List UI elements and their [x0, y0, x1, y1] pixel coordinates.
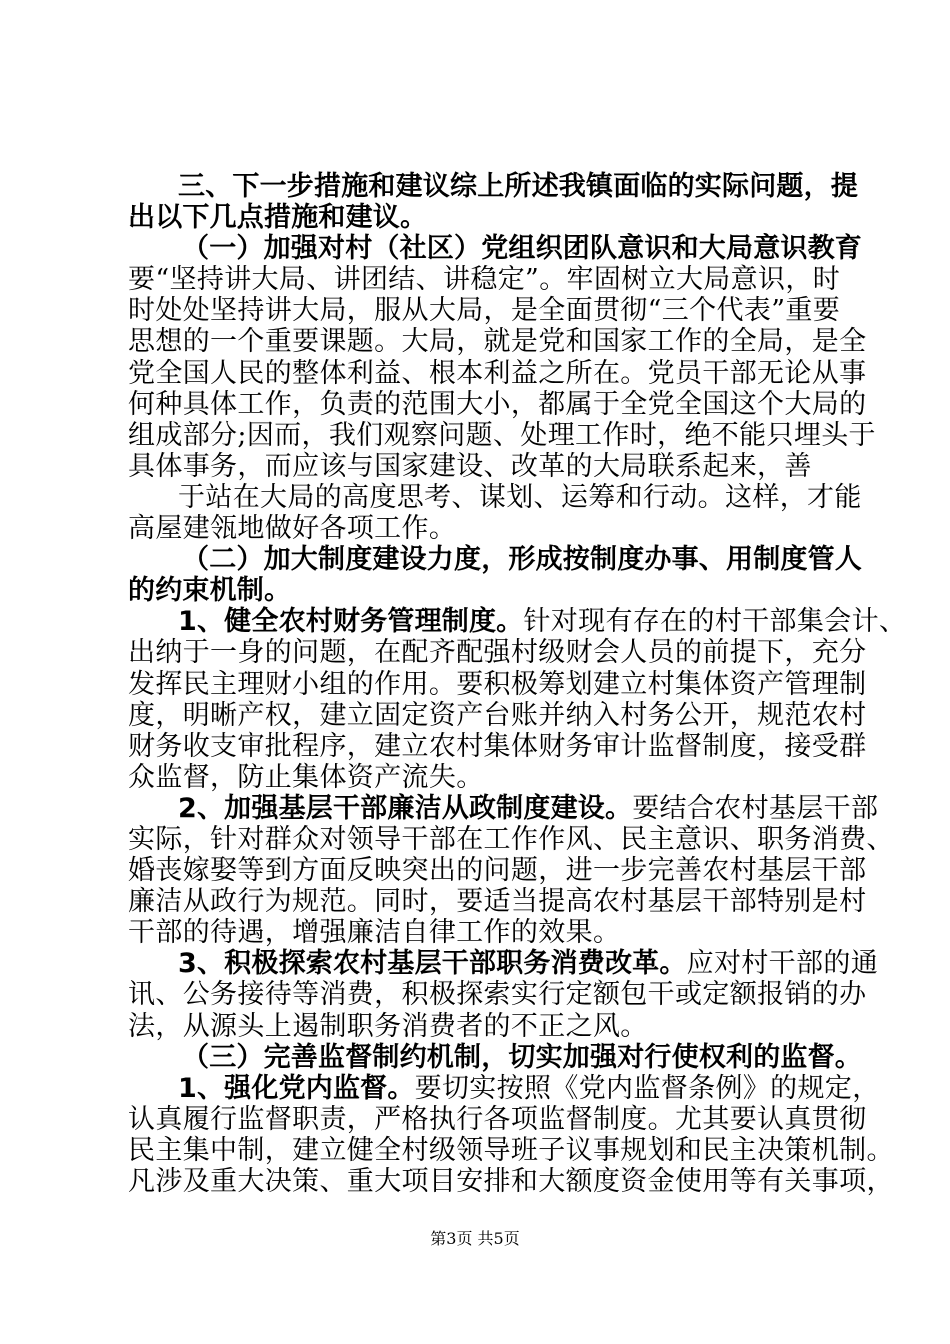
bold-run: 的约束机制。	[128, 575, 292, 607]
text-line	[128, 668, 867, 700]
text-line	[128, 575, 840, 606]
normal-run: 时处处坚持讲大局，服从大局，是全面贯彻“三个代表”重要	[128, 295, 841, 327]
normal-run: 针对现有存在的村干部集会计、	[523, 606, 907, 638]
bold-run: （一）加强对村（社区）党组织团队意识和大局意识教育	[182, 233, 862, 265]
section-heading	[128, 1041, 862, 1073]
normal-run: 高屋建瓴地做好各项工作。	[128, 513, 457, 545]
text-line	[128, 295, 840, 326]
page-number-label: 第3页 共5页	[430, 1229, 520, 1248]
subsection-line	[128, 1072, 880, 1104]
normal-run: 凡涉及重大决策、重大项目安排和大额度资金使用等有关事项，	[128, 1166, 894, 1197]
normal-run: 要“坚持讲大局、讲团结、讲稳定”。牢固树立大局意识，时	[128, 264, 841, 296]
text-line	[128, 264, 840, 295]
normal-run: 发挥民主理财小组的作用。要积极筹划建立村集体资产管理制	[128, 668, 867, 700]
normal-run: 财务收支审批程序，建立农村集体财务审计监督制度，接受群	[128, 730, 867, 762]
text-line	[128, 699, 867, 731]
normal-run: 众监督，防止集体资产流失。	[128, 761, 484, 793]
text-line	[128, 326, 867, 358]
bold-run: 3、积极探索农村基层干部职务消费改革。	[178, 948, 687, 980]
text-line	[128, 762, 840, 793]
text-line	[128, 637, 867, 669]
normal-run: 要结合农村基层干部	[632, 792, 879, 824]
section-heading	[128, 544, 862, 576]
normal-run: 认真履行监督职责，严格执行各项监督制度。尤其要认真贯彻	[128, 1103, 867, 1135]
text-line	[128, 202, 840, 233]
text-line	[128, 855, 867, 887]
text-line	[128, 451, 840, 482]
normal-run: 度，明晰产权，建立固定资产台账并纳入村务公开，规范农村	[128, 699, 867, 731]
document-body	[128, 171, 907, 1197]
normal-run: 婚丧嫁娶等到方面反映突出的问题，进一步完善农村基层干部	[128, 855, 867, 887]
text-line	[128, 823, 894, 855]
text-line	[128, 171, 858, 202]
normal-run: 实际，针对群众对领导干部在工作作风、民主意识、职务消费、	[128, 823, 894, 855]
normal-run: 思想的一个重要课题。大局，就是党和国家工作的全局，是全	[128, 326, 867, 358]
normal-run: 何种具体工作，负责的范围大小，都属于全党全国这个大局的	[128, 388, 867, 420]
bold-run: 三、下一步措施和建议综上所述我镇面临的实际问题，提	[178, 171, 858, 202]
normal-run: 应对村干部的通	[686, 948, 879, 980]
subsection-line	[128, 948, 879, 980]
text-line	[128, 1134, 894, 1166]
text-line	[128, 730, 867, 762]
normal-run: 廉洁从政行为规范。同时，要适当提高农村基层干部特别是村	[128, 886, 867, 918]
bold-run: （三）完善监督制约机制，切实加强对行使权利的监督。	[182, 1041, 862, 1073]
text-line	[128, 917, 840, 948]
text-line	[128, 1011, 840, 1042]
text-line	[128, 886, 867, 918]
page-footer	[0, 1229, 950, 1249]
normal-run: 要切实按照《党内监督条例》的规定，	[414, 1072, 880, 1104]
normal-run: 党全国人民的整体利益、根本利益之所在。党员干部无论从事	[128, 357, 867, 389]
text-line	[128, 357, 867, 389]
normal-run: 组成部分;因而，我们观察问题、处理工作时，绝不能只埋头于	[128, 419, 876, 451]
normal-run: 出纳于一身的问题，在配齐配强村级财会人员的前提下，充分	[128, 637, 867, 669]
text-line	[128, 388, 867, 420]
text-line	[128, 513, 840, 544]
text-line	[128, 1166, 894, 1197]
bold-run: 出以下几点措施和建议。	[128, 202, 428, 234]
text-line	[128, 481, 862, 513]
text-line	[128, 419, 876, 451]
bold-run: 1、健全农村财务管理制度。	[178, 606, 524, 638]
normal-run: 法，从源头上遏制职务消费者的不正之风。	[128, 1010, 648, 1042]
normal-run: 民主集中制，建立健全村级领导班子议事规划和民主决策机制。	[128, 1134, 894, 1166]
subsection-line	[128, 792, 879, 824]
normal-run: 于站在大局的高度思考、谋划、运筹和行动。这样，才能	[178, 481, 862, 513]
text-line	[128, 1103, 867, 1135]
bold-run: 1、强化党内监督。	[178, 1072, 415, 1104]
section-heading	[128, 233, 862, 265]
subsection-line	[128, 606, 907, 638]
text-line	[128, 979, 867, 1011]
bold-run: （二）加大制度建设力度，形成按制度办事、用制度管人	[182, 544, 862, 576]
bold-run: 2、加强基层干部廉洁从政制度建设。	[178, 792, 633, 824]
normal-run: 讯、公务接待等消费，积极探索实行定额包干或定额报销的办	[128, 979, 867, 1011]
normal-run: 干部的待遇，增强廉洁自律工作的效果。	[128, 917, 621, 949]
normal-run: 具体事务，而应该与国家建设、改革的大局联系起来，善	[128, 450, 812, 482]
